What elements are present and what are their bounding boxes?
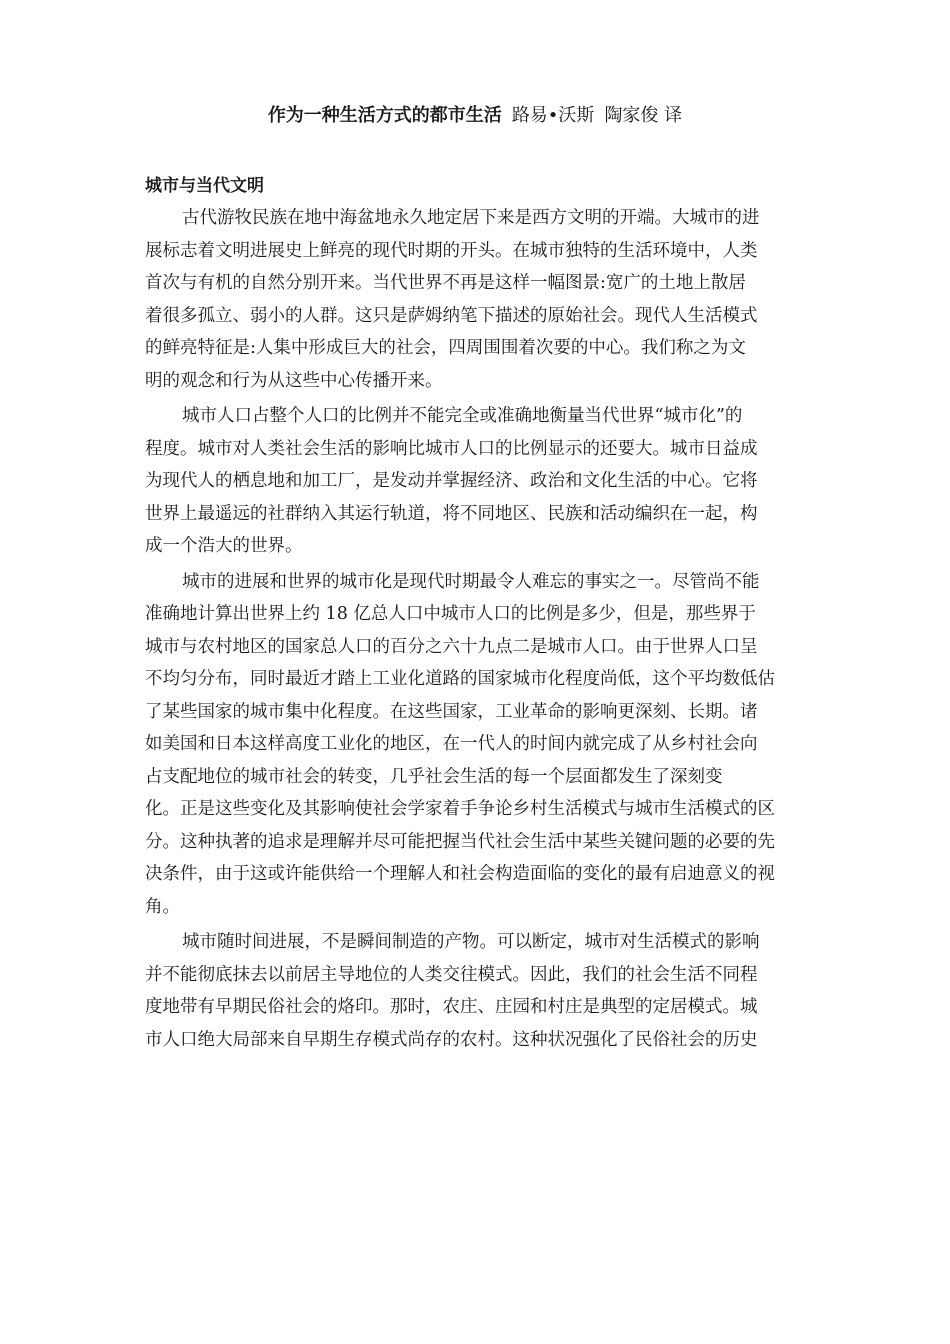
section-heading: 城市与当代文明 xyxy=(145,176,264,196)
paragraph-line: 了某些国家的城市集中化程度。在这些国家，工业革命的影响更深刻、长期。诸 xyxy=(145,701,758,722)
paragraph xyxy=(145,926,815,1056)
paragraph-line: 决条件，由于这或许能供给一个理解人和社会构造面临的变化的最有启迪意义的视 xyxy=(145,864,775,884)
paragraph-line: 首次与有机的自然分别开来。当代世界不再是这样一幅图景:宽广的土地上散居 xyxy=(145,273,746,293)
paragraph-line: 并不能彻底抹去以前居主导地位的人类交往模式。因此，我们的社会生活不同程 xyxy=(145,964,758,985)
paragraph-line: 如美国和日本这样高度工业化的地区，在一代人的时间内就完成了从乡村社会向 xyxy=(145,734,758,754)
document-title: 作为一种生活方式的都市生活 xyxy=(267,105,502,126)
paragraph-line: 程度。城市对人类社会生活的影响比城市人口的比例显示的还要大。城市日益成 xyxy=(145,438,758,459)
paragraph-line: 明的观念和行为从这些中心传播开来。 xyxy=(145,370,443,391)
paragraph-line: 城市与农村地区的国家总人口的百分之六十九点二是城市人口。由于世界人口呈 xyxy=(145,636,758,657)
paragraph xyxy=(145,566,815,924)
paragraph-line: 准确地计算出世界上约 18 亿总人口中城市人口的比例是多少，但是，那些界于 xyxy=(145,604,756,624)
paragraph-line: 市人口绝大局部来自早期生存模式尚存的农村。这种状况强化了民俗社会的历史 xyxy=(145,1029,758,1050)
paragraph-line: 化。正是这些变化及其影响使社会学家着手争论乡村生活模式与城市生活模式的区 xyxy=(145,799,775,819)
document-translator: 陶家俊 译 xyxy=(604,105,683,126)
paragraph-line: 为现代人的栖息地和加工厂，是发动并掌握经济、政治和文化生活的中心。它将 xyxy=(145,471,758,491)
paragraph-line: 度地带有早期民俗社会的烙印。那时，农庄、庄园和村庄是典型的定居模式。城 xyxy=(145,997,758,1017)
paragraph xyxy=(145,400,815,563)
paragraph-line: 城市随时间进展，不是瞬间制造的产物。可以断定，城市对生活模式的影响 xyxy=(182,932,760,952)
paragraph-line: 分。这种执著的追求是理解并尽可能把握当代社会生活中某些关键问题的必要的先 xyxy=(145,831,775,852)
paragraph-line: 的鲜亮特征是:人集中形成巨大的社会，四周围围着次要的中心。我们称之为文 xyxy=(145,338,746,358)
paragraph-line: 城市的进展和世界的城市化是现代时期最令人难忘的事实之一。尽管尚不能 xyxy=(182,571,760,592)
paragraph-line: 展标志着文明进展史上鲜亮的现代时期的开头。在城市独特的生活环境中，人类 xyxy=(145,240,758,261)
paragraph-line: 角。 xyxy=(145,896,180,917)
paragraph-line: 不均匀分布，同时最近才踏上工业化道路的国家城市化程度尚低，这个平均数低估 xyxy=(145,669,775,689)
paragraph xyxy=(145,202,815,397)
paragraph-line: 成一个浩大的世界。 xyxy=(145,536,303,556)
document-title-line xyxy=(0,101,950,131)
document-author: 路易•沃斯 xyxy=(511,105,595,126)
body-text xyxy=(145,202,815,1059)
paragraph-line: 古代游牧民族在地中海盆地永久地定居下来是西方文明的开端。大城市的进 xyxy=(182,208,760,228)
paragraph-line: 城市人口占整个人口的比例并不能完全或准确地衡量当代世界“城市化”的 xyxy=(182,406,743,426)
paragraph-line: 占支配地位的城市社会的转变，几乎社会生活的每一个层面都发生了深刻变 xyxy=(145,766,723,787)
paragraph-line: 世界上最遥远的社群纳入其运行轨道，将不同地区、民族和活动编织在一起，构 xyxy=(145,503,758,524)
paragraph-line: 着很多孤立、弱小的人群。这只是萨姆纳笔下描述的原始社会。现代人生活模式 xyxy=(145,305,758,326)
